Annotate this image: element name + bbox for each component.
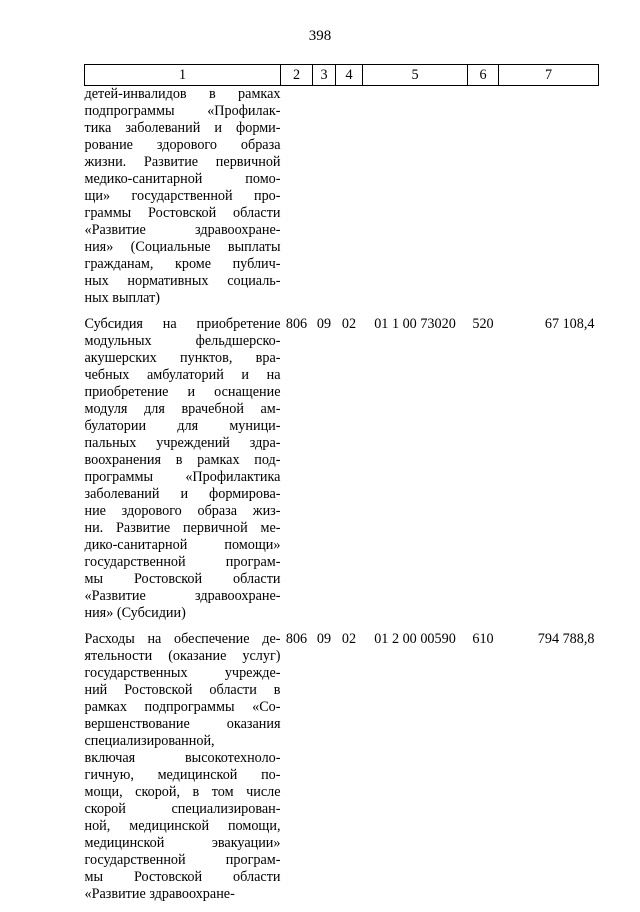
description-line: ния» (Субсидии) [84,605,186,621]
description-line: медико-санитарной помо- [84,171,281,187]
description-line: мы Ростовской области [84,869,281,885]
description-line: акушерских пунктов, вра- [84,350,281,366]
expense-type-code: 610 [472,631,494,647]
target-item-code: 01 2 00 00590 [374,631,456,647]
subsection-code [336,86,363,317]
description-line: ных нормативных социаль- [84,273,281,289]
description-line: «Развитие здравоохране- [84,588,281,604]
description-line: приобретение и оснащение [84,384,281,400]
description-line: рамках подпрограммы «Со- [84,699,281,715]
description-line: мощи, скорой, в том числе [84,784,281,800]
description-line: модульных фельдшерско- [84,333,281,349]
description-line: щи» государственной про- [84,188,281,204]
column-number-header-row [85,65,599,86]
description-line: Субсидия на приобретение [84,316,281,332]
section-code: 09 [316,631,332,647]
description-line: подпрограммы «Профилак- [84,103,281,119]
description-line: ной, медицинской помощи, [84,818,281,834]
column-header-7: 7 [499,65,599,86]
subsection-code: 02 [341,631,357,647]
description-line: государственных учрежде- [84,665,281,681]
description-line: вершенствование оказания [84,716,281,732]
description-line: тика заболеваний и форми- [84,120,281,136]
description-line: программы «Профилактика [84,469,281,485]
description-line: ятельности (оказание услуг) [84,648,281,664]
description-line: дико-санитарной помощи» [84,537,281,553]
description-line: пальных учреждений здра- [84,435,281,451]
description-line: государственной програм- [84,852,281,868]
table-row [85,631,599,912]
description-line: медицинской эвакуации» [84,835,281,851]
description-line: гражданам, кроме публич- [84,256,281,272]
description-line: государственной програм- [84,554,281,570]
description-line: ния» (Социальные выплаты [84,239,281,255]
description-line: чебных амбулаторий и на [84,367,281,383]
table-row [85,316,599,631]
row-description [85,631,281,912]
description-line: мы Ростовской области [84,571,281,587]
description-line: гичную, медицинской по- [84,767,281,783]
column-header-2: 2 [281,65,313,86]
row-description [85,86,281,317]
description-line: рование здорового образа [84,137,281,153]
column-header-3: 3 [313,65,336,86]
budget-table [84,64,599,912]
description-line: «Развитие здравоохране- [84,222,281,238]
description-line: скорой специализирован- [84,801,281,817]
expense-type-code [468,86,499,317]
row-description [85,316,281,631]
amount: 794 788,8 [537,631,595,647]
section-code [313,86,336,317]
table-row [85,86,599,317]
description-line: специализированной, [84,733,215,749]
description-line: заболеваний и формирова- [84,486,281,502]
ministry-code: 806 [285,631,308,647]
description-line: Расходы на обеспечение де- [84,631,281,647]
amount [499,86,599,317]
subsection-code: 02 [341,316,357,332]
target-item-code: 01 1 00 73020 [374,316,456,332]
description-line: булатории для муници- [84,418,281,434]
amount: 67 108,4 [544,316,595,332]
ministry-code [281,86,313,317]
description-line: граммы Ростовской области [84,205,281,221]
column-header-4: 4 [336,65,363,86]
description-line: ний Ростовской области в [84,682,281,698]
column-header-6: 6 [468,65,499,86]
description-line: «Развитие здравоохране- [84,886,235,902]
description-line: жизни. Развитие первичной [84,154,281,170]
expense-type-code: 520 [472,316,494,332]
column-header-1: 1 [85,65,281,86]
description-line: ных выплат) [84,290,161,306]
section-code: 09 [316,316,332,332]
description-line: воохранения в рамках под- [84,452,281,468]
description-line: ни. Развитие первичной ме- [84,520,281,536]
target-item-code [363,86,468,317]
description-line: детей-инвалидов в рамках [84,86,281,102]
ministry-code: 806 [285,316,308,332]
description-line: ние здорового образа жиз- [84,503,281,519]
page-number: 398 [308,28,332,44]
description-line: включая высокотехноло- [84,750,281,766]
description-line: модуля для врачебной ам- [84,401,281,417]
column-header-5: 5 [363,65,468,86]
